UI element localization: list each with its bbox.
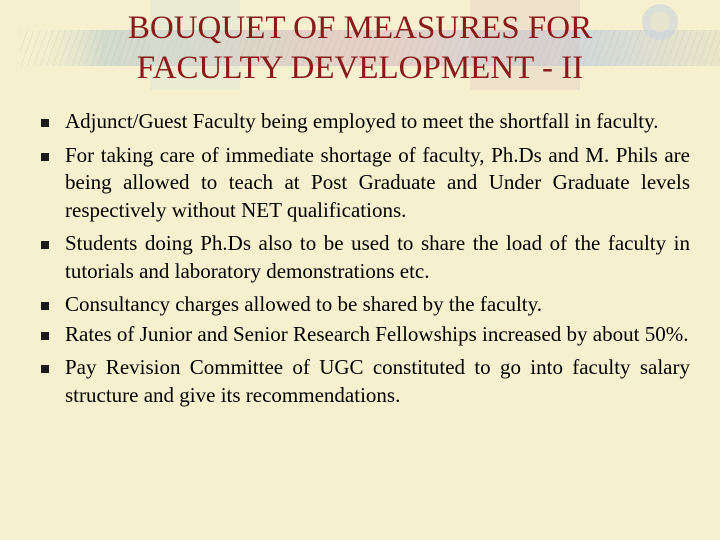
list-item	[38, 321, 690, 349]
bullet-text: Rates of Junior and Senior Research Fellowships increased by about 50%.	[65, 321, 689, 346]
square-bullet-icon	[41, 153, 49, 161]
list-item	[38, 291, 690, 319]
bullet-list	[38, 108, 690, 411]
bullet-text: Students doing Ph.Ds also to be used to share the load of the faculty in tutorials and laboratory demonstrations etc.	[65, 231, 690, 283]
page-title	[20, 8, 700, 88]
square-bullet-icon	[41, 365, 49, 373]
bullet-text: Pay Revision Committee of UGC constituted to go into faculty salary structure and give its recommendations.	[65, 355, 690, 407]
bullet-text: For taking care of immediate shortage of faculty, Ph.Ds and M. Phils are being allowed to teach at Post Graduate and Under Graduate levels respectively without NET qualifications.	[65, 142, 690, 222]
square-bullet-icon	[41, 241, 49, 249]
list-item	[38, 354, 690, 409]
list-item	[38, 108, 690, 136]
title-line-2: FACULTY DEVELOPMENT - II	[136, 50, 584, 86]
bullet-text: Consultancy charges allowed to be shared by the faculty.	[65, 292, 543, 316]
list-item	[38, 230, 690, 285]
list-item	[38, 142, 690, 225]
square-bullet-icon	[41, 302, 49, 310]
square-bullet-icon	[41, 332, 49, 340]
title-line-1: BOUQUET OF MEASURES FOR	[127, 10, 593, 46]
bullet-text: Adjunct/Guest Faculty being employed to meet the shortfall in faculty.	[65, 109, 659, 133]
square-bullet-icon	[41, 119, 49, 127]
